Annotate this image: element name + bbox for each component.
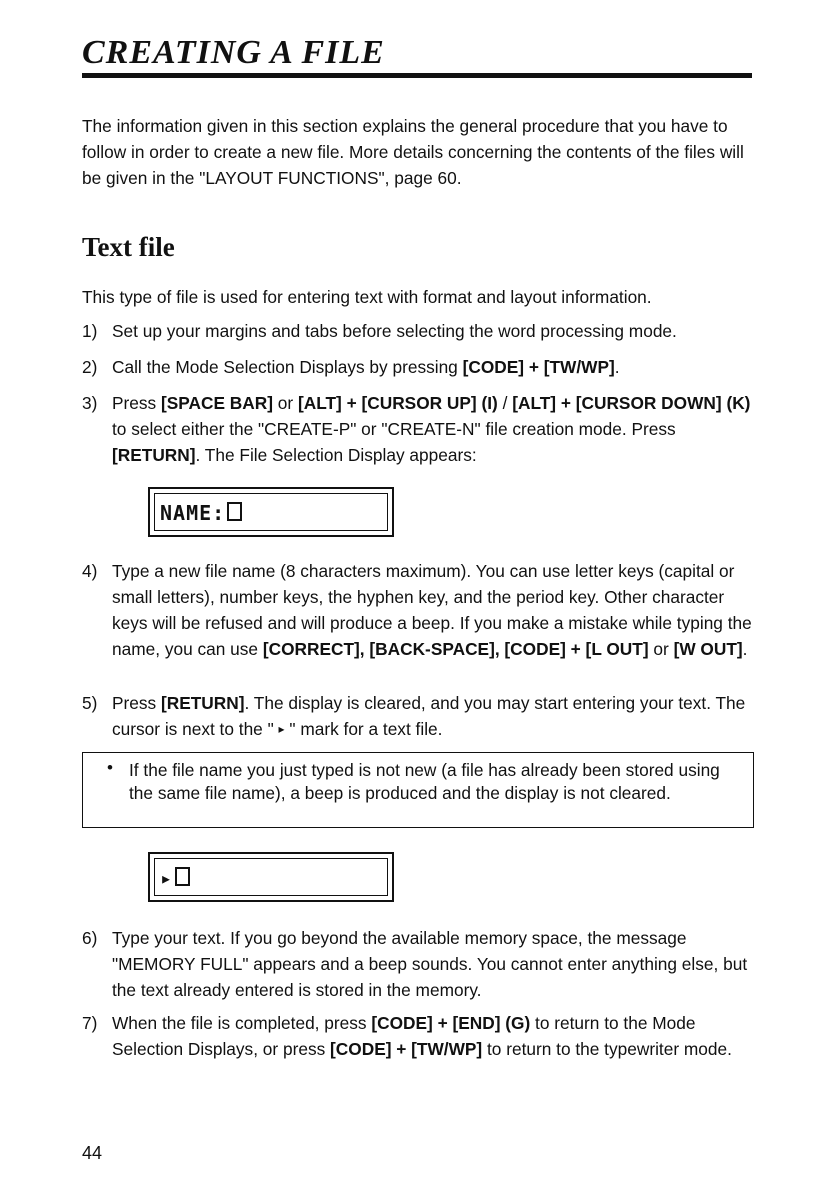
step-number: 1)	[82, 321, 98, 341]
step-number: 6)	[82, 928, 98, 948]
step-text: Press [RETURN]. The display is cleared, and you may start entering your text. The cursor is next to the " ▸ " mark for a text file.	[112, 693, 746, 739]
display-text	[160, 866, 190, 890]
text-file-mark-icon: ▸	[160, 866, 174, 890]
step-text: Type your text. If you go beyond the available memory space, the message "MEMORY FULL" appears and a beep sounds. You cannot enter anything else, but the text already entered is stored in the memory.	[112, 928, 748, 1000]
text-file-mark-icon: ▸	[278, 722, 285, 736]
note-text: If the file name you just typed is not new (a file has already been stored using the same file name), a beep is produced and the display is not cleared.	[129, 760, 720, 803]
key-combination: [CODE] + [END] (G)	[371, 1013, 531, 1033]
section-intro: This type of file is used for entering text with format and layout information.	[82, 287, 652, 307]
file-name-display	[148, 487, 394, 537]
page-number: 44	[82, 1143, 103, 1163]
step-1	[82, 318, 754, 344]
title-rule	[82, 73, 752, 78]
intro-paragraph: The information given in this section explains the general procedure that you have to follow in order to create a new file. More details concerning the contents of the files will be given in the "LAYOUT FUNCTIONS", page 60.	[82, 116, 744, 188]
key-combination: [W OUT]	[673, 639, 743, 659]
key-combination: [CODE] + [TW/WP]	[462, 357, 615, 377]
step-2	[82, 354, 754, 380]
step-number: 7)	[82, 1013, 98, 1033]
step-number: 5)	[82, 693, 98, 713]
step-3	[82, 390, 754, 468]
key-combination: [ALT] + [CURSOR DOWN] (K)	[512, 393, 751, 413]
bullet-icon: •	[107, 758, 113, 777]
step-text: Call the Mode Selection Displays by pressing [CODE] + [TW/WP].	[112, 357, 620, 377]
key-combination: [SPACE BAR]	[160, 393, 273, 413]
page-title: CREATING A FILE	[82, 34, 385, 71]
step-text: Press [SPACE BAR] or [ALT] + [CURSOR UP] (I) / [ALT] + [CURSOR DOWN] (K) to select either the "CREATE-P" or "CREATE-N" file creation mode. Press [RETURN]. The File Selection Display appears:	[112, 393, 751, 465]
key-combination: [ALT] + [CURSOR UP] (I)	[297, 393, 498, 413]
step-7	[82, 1010, 754, 1062]
step-5	[82, 690, 754, 742]
step-text: When the file is completed, press [CODE] + [END] (G) to return to the Mode Selection Displays, or press [CODE] + [TW/WP] to return to the typewriter mode.	[112, 1013, 732, 1059]
text-entry-display	[148, 852, 394, 902]
step-6	[82, 925, 754, 1003]
note-box	[82, 752, 754, 828]
cursor-icon	[175, 867, 190, 886]
step-number: 2)	[82, 357, 98, 377]
step-number: 4)	[82, 561, 98, 581]
display-text: NAME:	[160, 501, 242, 525]
step-text: Set up your margins and tabs before selecting the word processing mode.	[112, 321, 677, 341]
step-number: 3)	[82, 393, 98, 413]
key-combination: [CORRECT], [BACK-SPACE], [CODE] + [L OUT]	[262, 639, 649, 659]
key-combination: [RETURN]	[160, 693, 245, 713]
cursor-icon	[227, 502, 242, 521]
step-text: Type a new file name (8 characters maximum). You can use letter keys (capital or small letters), number keys, the hyphen key, and the period key. Other character keys will be refused and will produce a beep. If you make a mistake while typing the name, you can use [CORRECT], [BACK-SPACE], [CODE] + [L OUT] or [W OUT].	[112, 561, 752, 659]
key-combination: [RETURN]	[112, 445, 196, 465]
section-heading: Text file	[82, 232, 175, 262]
key-combination: [CODE] + [TW/WP]	[330, 1039, 483, 1059]
step-4	[82, 558, 754, 662]
